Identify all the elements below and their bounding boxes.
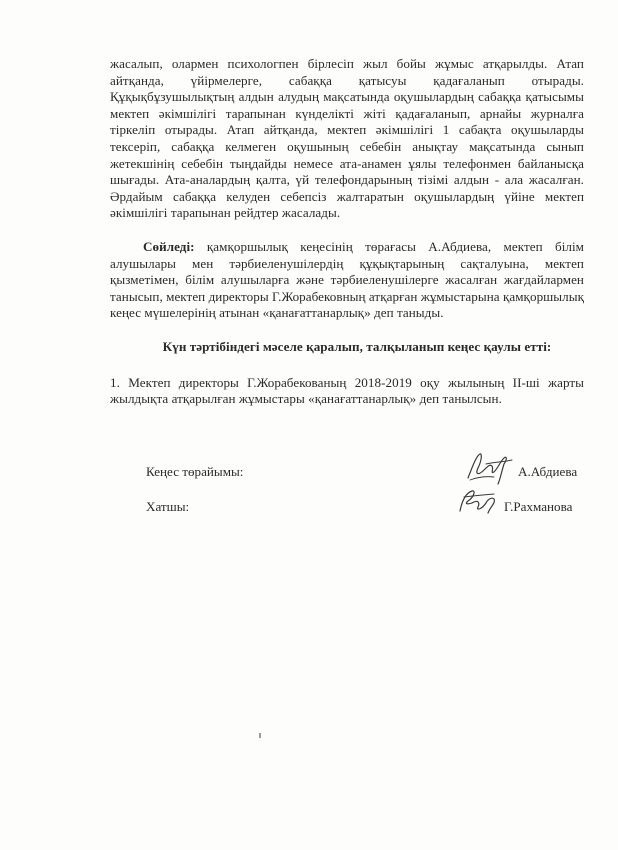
resolution-item: 1. Мектеп директоры Г.Жорабекованың 2018-2019 оқу жылының ІІ-ші жарты жылдықта атқарылған жұмыстары «қанағаттанарлық» деп танылсын. xyxy=(110,374,584,407)
document-body xyxy=(110,56,584,408)
signature-row-chair xyxy=(146,464,586,488)
signature-role: Хатшы: xyxy=(146,499,190,514)
signature-row-secretary xyxy=(146,499,586,523)
resolution-heading: Күн тәртібіндегі мәселе қаралып, талқыланып кеңес қаулы етті: xyxy=(162,338,552,354)
speaker-label: Сөйледі: xyxy=(143,238,195,254)
scan-speck xyxy=(259,733,261,738)
signature-name: Г.Рахманова xyxy=(504,499,573,514)
signature-name: А.Абдиева xyxy=(518,464,578,479)
speaker-text: қамқоршылық кеңесінің төрағасы А.Абдиева, мектеп білім алушылары мен тәрбиеленушілердің құқықтарының сақталуына, мектеп қызметімен, білім алушыларға және тәрбиеленушілерге жасалған жағдайлармен танысып, мектеп директоры Г.Жорабековның атқарған жұмыстарына қамқоршылық кеңес мүшелерінің атынан «қанағаттанарлық» деп таныды. xyxy=(110,238,584,321)
paragraph-attendance: жасалып, олармен психологпен бірлесіп жыл бойы жұмыс атқарылды. Атап айтқанда, үйірмелерге, сабаққа қатысуы қадағаланып отырады. Құқықбұзушылықтың алдын алудың мақсатында оқушылардың сабаққа қатысымы мектеп әкімшілігі тарапынан күнделікті жіті қадағаланып, арнайы журналға тіркеліп отырады. Атап айтқанда, мектеп әкімшілігі 1 сабақта оқушыларды тексеріп, сабаққа келмеген оқушының себебін анықтау мақсатында сынып жетекшінің себебін тыңдайды немесе ата-анамен ұялы телефонмен байланысқа шығады. Ата-аналардың қалта, үй телефондарының тізімі алдын - ала жасалған. Әрдайым сабаққа келуден себепсіз жалтаратын оқушылардың үйіне мектеп әкімшілігі тарапынан рейдтер жасалады. xyxy=(110,56,584,221)
handwritten-signature xyxy=(454,485,502,519)
paragraph-speaker xyxy=(110,239,584,322)
signature-role: Кеңес төрайымы: xyxy=(146,464,244,479)
handwritten-signature xyxy=(464,450,516,486)
